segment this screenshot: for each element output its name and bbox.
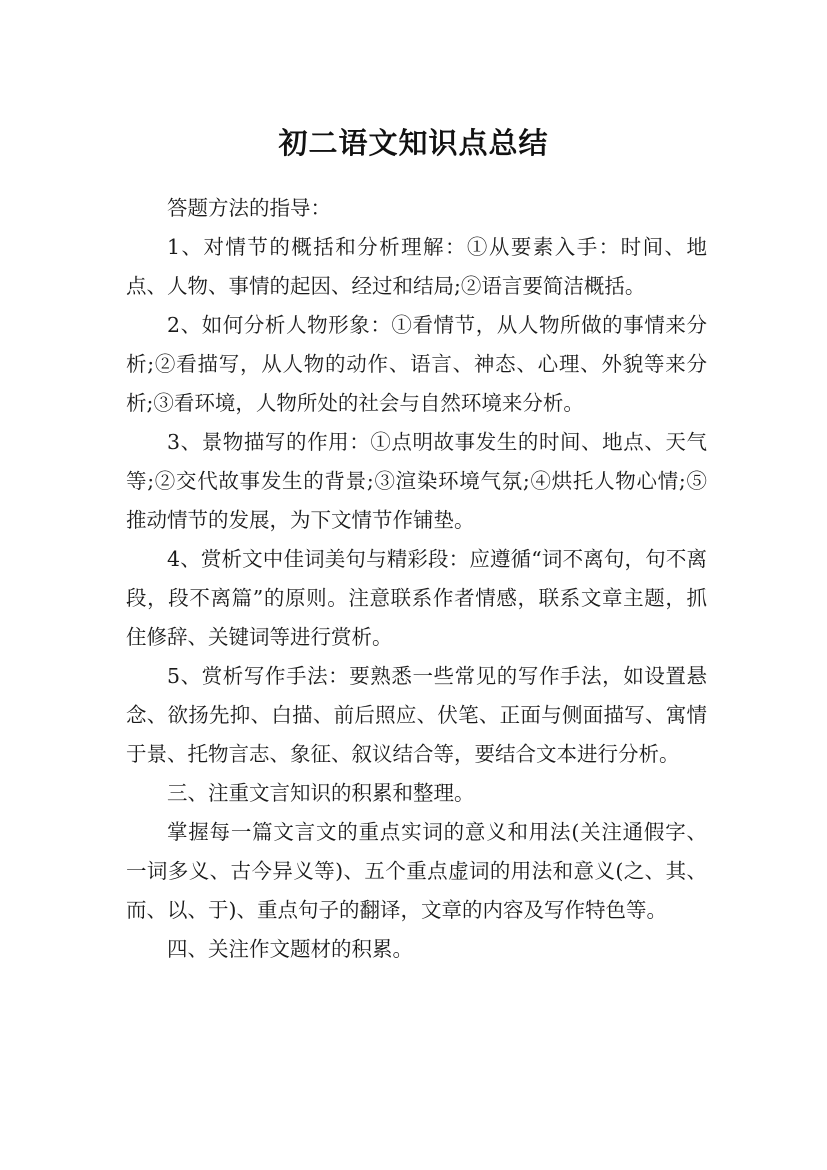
paragraph-plot-analysis: 1、对情节的概括和分析理解：①从要素入手：时间、地点、人物、事情的起因、经过和结局;②语言要简洁概括。 [126,235,707,298]
paragraph-method-guide: 答题方法的指导： [167,196,331,220]
paragraph-section-four-heading: 四、关注作文题材的积累。 [167,937,413,961]
paragraph-section-three-heading: 三、注重文言知识的积累和整理。 [167,781,475,805]
paragraph-scenery-description: 3、景物描写的作用：①点明故事发生的时间、地点、天气等;②交代故事发生的背景;③渲染环境气氛;④烘托人物心情;⑤推动情节的发展，为下文情节作铺垫。 [126,430,707,532]
paragraph-writing-techniques: 5、赏析写作手法：要熟悉一些常见的写作手法，如设置悬念、欲扬先抑、白描、前后照应、伏笔、正面与侧面描写、寓情于景、托物言志、象征、叙议结合等，要结合文本进行分析。 [126,664,707,766]
page-title: 初二语文知识点总结 [278,126,549,161]
document-body [126,189,707,969]
paragraph-appreciate-sentences: 4、赏析文中佳词美句与精彩段：应遵循“词不离句，句不离段，段不离篇”的原则。注意联系作者情感，联系文章主题，抓住修辞、关键词等进行赏析。 [126,547,707,649]
paragraph-character-analysis: 2、如何分析人物形象：①看情节，从人物所做的事情来分析;②看描写，从人物的动作、语言、神态、心理、外貌等来分析;③看环境，人物所处的社会与自然环境来分析。 [126,313,707,415]
paragraph-classical-chinese: 掌握每一篇文言文的重点实词的意义和用法(关注通假字、一词多义、古今异义等)、五个重点虚词的用法和意义(之、其、而、以、于)、重点句子的翻译，文章的内容及写作特色等。 [126,820,707,922]
